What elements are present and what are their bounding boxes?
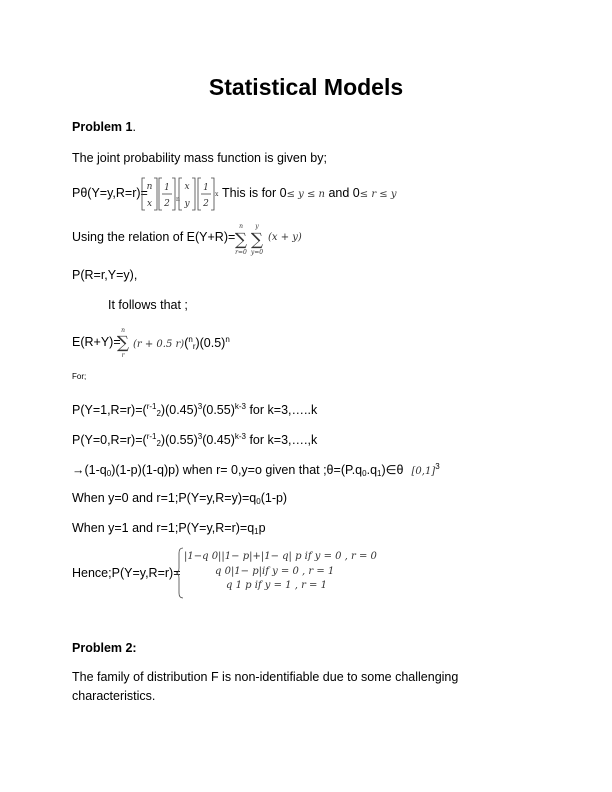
py1-a: P(Y=1,R=r)=( <box>72 403 147 417</box>
svg-text:1: 1 <box>203 183 209 193</box>
svg-text:y: y <box>255 223 259 230</box>
py1-b: )(0.45) <box>160 403 198 417</box>
problem-1-heading <box>72 120 136 134</box>
pmf-conditions <box>222 186 397 200</box>
pmf-lhs: Pθ(Y=y,R=r)= <box>72 186 148 200</box>
svg-text:y=0: y=0 <box>250 249 264 256</box>
pmf-formula <box>141 176 220 212</box>
svg-text:x: x <box>215 191 219 198</box>
svg-text:n: n <box>121 327 125 334</box>
arrow-s2: 0 <box>362 469 367 478</box>
piecewise-case-3: q 1 p if y = 1 , r = 1 <box>226 580 327 591</box>
double-sum-symbol <box>232 222 264 258</box>
w1-s: 1 <box>254 527 259 536</box>
svg-text:y: y <box>184 199 190 209</box>
svg-text:x: x <box>146 199 153 209</box>
py0-b: )(0.55) <box>160 433 198 447</box>
w0-b: (1-p) <box>260 491 288 505</box>
binom-open: ( <box>184 336 189 350</box>
arrow-c: .q <box>366 463 378 477</box>
py0-e1: 3 <box>197 432 203 441</box>
py1-c: (0.55) <box>202 403 235 417</box>
py0-line <box>72 432 317 448</box>
sum-symbol <box>116 326 132 360</box>
svg-text:r=0: r=0 <box>235 249 247 256</box>
piecewise-case-2: q 0|1− p|if y = 0 , r = 1 <box>215 566 335 577</box>
arrow-set: [0,1] <box>411 466 436 477</box>
arrow-d: )∈θ <box>381 463 404 477</box>
expectation-expression: (r + 0.5 r) <box>133 339 185 350</box>
py1-d: for k=3,…..k <box>245 403 318 417</box>
binom-r: r <box>192 342 196 351</box>
pmf-condition-y: ≤ y ≤ n <box>286 189 325 200</box>
problem-1-label: Problem 1 <box>72 120 133 134</box>
py1-e1: 3 <box>197 402 203 411</box>
problem-2-text-line-2: characteristics. <box>72 689 156 703</box>
follows-text: It follows that ; <box>108 298 188 312</box>
svg-text:r: r <box>121 352 125 359</box>
arrow-line <box>72 462 440 478</box>
svg-text:1: 1 <box>164 183 170 193</box>
py0-a: P(Y=0,R=r)=( <box>72 433 147 447</box>
page-title: Statistical Models <box>208 74 404 100</box>
w1-b: p <box>258 521 266 535</box>
svg-text:∑: ∑ <box>116 333 130 353</box>
py0-d: for k=3,….,k <box>245 433 318 447</box>
exponent-n: n <box>225 335 230 344</box>
binom-n: n <box>188 335 193 344</box>
py1-line <box>72 402 317 418</box>
svg-text:n: n <box>239 223 243 230</box>
expectation-rhs <box>133 335 230 351</box>
svg-text:2: 2 <box>203 199 209 209</box>
svg-text:2: 2 <box>164 199 170 209</box>
w0-s: 0 <box>256 497 261 506</box>
arrow-s3: 1 <box>377 469 382 478</box>
svg-text:n: n <box>176 196 180 203</box>
when-y1-line <box>72 521 266 536</box>
svg-text:n: n <box>146 182 153 192</box>
problem-2-heading: Problem 2: <box>72 641 137 655</box>
py0-sup: r-1 <box>146 432 157 441</box>
problem-2-text-line-1: The family of distribution F is non-identifiable due to some challenging <box>72 670 459 684</box>
py0-sub: 2 <box>156 439 161 448</box>
pmf-note: This is for 0 <box>222 186 287 200</box>
svg-text:∑: ∑ <box>250 230 264 250</box>
binom-close: )(0.5) <box>195 336 226 350</box>
arrow-b: )(1-p)(1-q)p) when r= 0,y=o given that ;θ=(P.q <box>111 463 363 477</box>
svg-text:∑: ∑ <box>234 230 248 250</box>
arrow-s1: 0 <box>106 469 112 478</box>
pmf-and: and 0 <box>325 186 360 200</box>
py0-e2: k-3 <box>234 432 246 441</box>
py1-e2: k-3 <box>234 402 246 411</box>
for-label: For; <box>72 372 87 381</box>
problem-1-dot: . <box>132 120 136 134</box>
w0-a: When y=0 and r=1;P(Y=y,R=y)=q <box>72 491 257 505</box>
relation-expression: (x + y) <box>268 232 302 243</box>
expectation-lhs: E(R+Y)= <box>72 335 121 349</box>
svg-text:x: x <box>184 182 190 192</box>
relation-text: Using the relation of E(Y+R)= <box>72 230 236 244</box>
arrow-exp: 3 <box>435 462 440 471</box>
p-line: P(R=r,Y=y), <box>72 268 138 282</box>
intro-text: The joint probability mass function is given by; <box>72 151 327 165</box>
w1-a: When y=1 and r=1;P(Y=y,R=r)=q <box>72 521 255 535</box>
when-y0-line <box>72 491 287 506</box>
pmf-condition-r: ≤ r ≤ y <box>359 189 397 200</box>
py1-sup: r-1 <box>146 402 157 411</box>
arrow-a: →(1-q <box>72 463 107 477</box>
hence-lhs: Hence;P(Y=y,R=r)= <box>72 566 181 580</box>
py1-sub: 2 <box>156 409 161 418</box>
piecewise-case-1: |1−q 0||1− p|+|1− q| p if y = 0 , r = 0 <box>184 551 377 562</box>
py0-c: (0.45) <box>202 433 235 447</box>
